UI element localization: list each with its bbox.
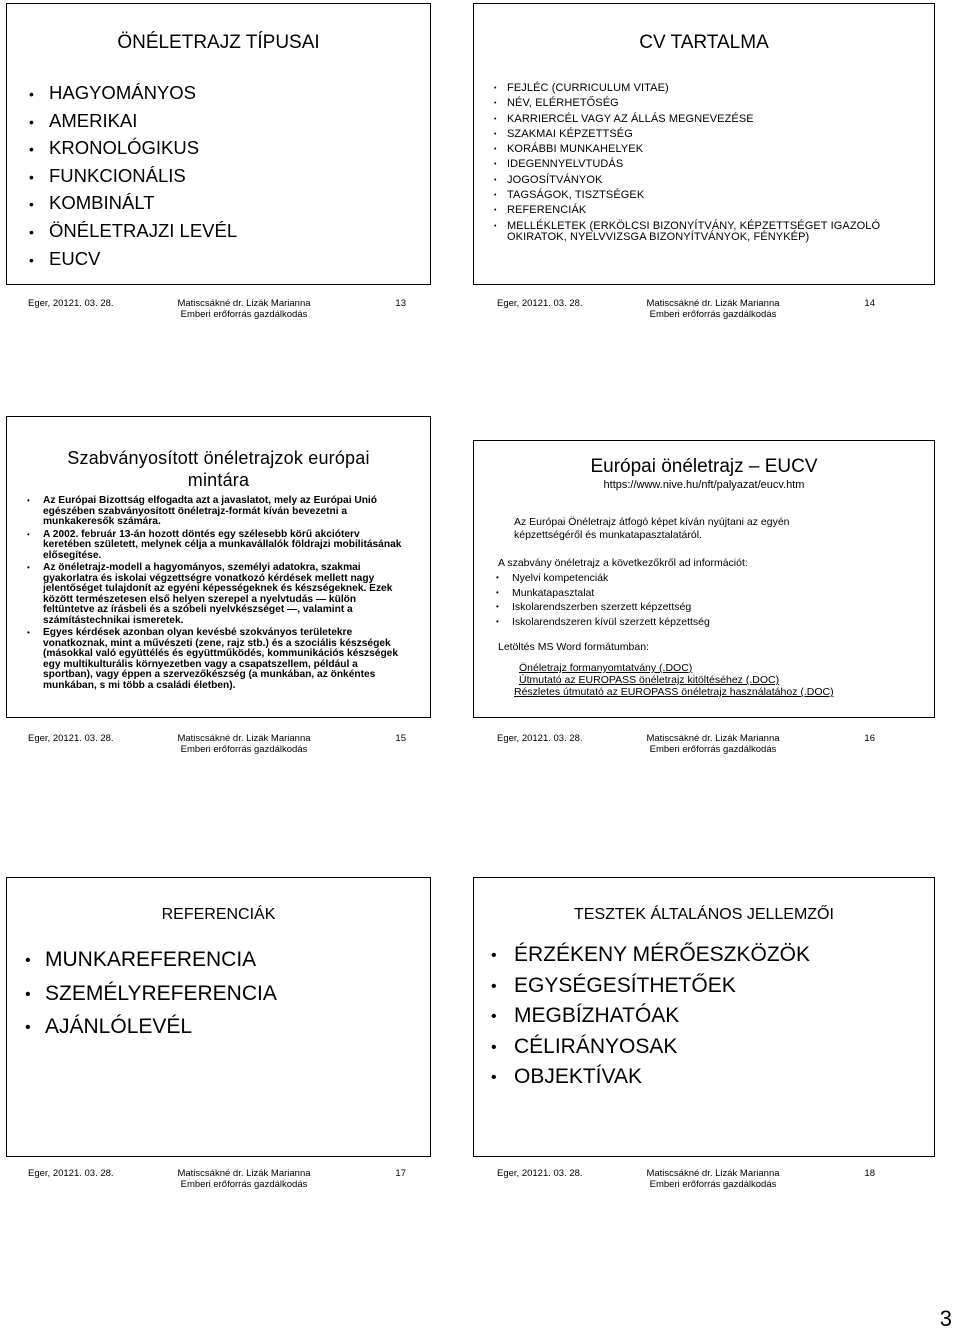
list-item: • ÉRZÉKENY MÉRŐESZKÖZÖK [491,943,810,974]
download-lead-text: Letöltés MS Word formátumban: [498,641,649,653]
slide-14 [473,3,935,285]
list-item: • KARRIERCÉL VAGY AZ ÁLLÁS MEGNEVEZÉSE [494,112,754,125]
footer-date: Eger, 20121. 03. 28. [28,733,114,744]
slide-number: 14 [864,298,875,309]
list-item: • ÖNÉLETRAJZI LEVÉL [29,220,237,248]
slide-title: Európai önéletrajz – EUCV [590,456,818,477]
slide-17 [6,877,431,1157]
bullet-icon: • [29,168,34,185]
footer-subject: Emberi erőforrás gazdálkodás [649,744,777,755]
bullet-icon: • [29,196,34,213]
slide-footer [497,298,877,324]
slide-footer [28,1168,408,1194]
slide-footer [28,298,408,324]
list-item: • KORÁBBI MUNKAHELYEK [494,143,644,156]
slide-bullet-list [29,82,237,275]
bullet-icon: • [494,161,497,169]
footer-subject: Emberi erőforrás gazdálkodás [649,309,777,320]
bullet-icon: • [25,985,31,1003]
list-item: • MEGBÍZHATÓAK [491,1004,810,1035]
list-item: • KOMBINÁLT [29,192,237,220]
list-item: • FUNKCIONÁLIS [29,165,237,193]
list-item: • Iskolarendszeren kívül szerzett képzettség [496,615,710,628]
slide-bullet-list [494,83,894,247]
footer-subject: Emberi erőforrás gazdálkodás [180,309,308,320]
footer-author: Matiscsákné dr. Lizák Marianna [646,298,780,309]
bullet-icon: • [494,207,497,215]
bullet-icon: • [491,1008,497,1025]
download-link-guide[interactable]: Útmutató az EUROPASS önéletrajz kitöltéséhez (.DOC) [519,674,780,686]
slide-16 [473,440,935,718]
slide-bullet-list [25,948,277,1049]
bullet-icon: • [494,146,497,154]
list-item: • Egyes kérdések azonban olyan kevésbé szokványos területekre vonatkoznak, mint a művészeti (zene, rajz stb.) és a szociális készségek (másokkal való együttélés és együttműködés, kommunikációs készségek egy multikulturális környezetben vagy a csapatszellem, például a sportban), vagy éppen a szervezőkészség (a munkában, az önkéntes munkában, s mi több a családi életben). [27,627,399,691]
bullet-icon: • [496,587,499,597]
bullet-icon: • [494,192,497,200]
slide-title: TESZTEK ÁLTALÁNOS JELLEMZŐI [574,906,834,923]
footer-author: Matiscsákné dr. Lizák Marianna [177,733,311,744]
bullet-icon: • [494,100,497,108]
bullet-icon: • [29,251,34,268]
bullet-icon: • [494,115,497,123]
bullet-icon: • [494,222,497,230]
list-item: • NÉV, ELÉRHETŐSÉG [494,97,619,110]
footer-author: Matiscsákné dr. Lizák Marianna [177,298,311,309]
bullet-icon: • [27,563,30,572]
footer-author: Matiscsákné dr. Lizák Marianna [177,1168,311,1179]
list-item: • FEJLÉC (CURRICULUM VITAE) [494,82,669,94]
slide-bullet-list [27,496,405,693]
list-item: • MUNKAREFERENCIA [25,948,277,982]
slide-title: CV TARTALMA [639,32,769,53]
bullet-icon: • [491,947,497,964]
list-item: • Munkatapasztalat [496,586,595,599]
slide-title: Szabványosított önéletrajzok európai mintára [67,448,370,490]
list-item: • AMERIKAI [29,110,237,138]
list-item: • Az önéletrajz-modell a hagyományos, személyi adatokra, szakmai gyakorlatra és iskolai végzettségre vonatkozó kérdések mellett nagy jelentőséget tulajdonít az egyéni képességeknek és készségeknek. Ezek között természetesen első helyen szerepel a nyelvtudás — külön feltüntetve az írásbeli és a szóbeli nyelvkészséget —, valamint a számítástechnikai ismeretek. [27,562,393,626]
slide-number: 15 [395,733,406,744]
list-item: • SZAKMAI KÉPZETTSÉG [494,127,633,140]
slide-bullet-list [496,571,710,629]
bullet-icon: • [494,130,497,138]
slide-bullet-list [491,943,810,1096]
bullet-icon: • [491,1038,497,1056]
bullet-icon: • [496,573,499,582]
list-item: • OBJEKTÍVAK [491,1065,810,1096]
slide-footer [497,733,877,759]
page-number: 3 [939,1306,952,1331]
slide-footer [28,733,408,759]
bullet-icon: • [496,602,499,611]
slide-title: ÖNÉLETRAJZ TÍPUSAI [117,32,320,53]
bullet-icon: • [25,952,31,969]
bullet-icon: • [29,113,34,130]
slide-number: 16 [864,733,875,744]
slide-13 [6,3,431,285]
bullet-icon: • [29,86,34,102]
bullet-icon: • [27,628,30,637]
bullet-icon: • [491,977,497,995]
list-item: • AJÁNLÓLEVÉL [25,1015,277,1049]
slide-title: REFERENCIÁK [161,906,276,923]
footer-subject: Emberi erőforrás gazdálkodás [180,744,308,755]
slide-number: 13 [395,298,406,309]
list-item: • A 2002. február 13-án hozott döntés egy szélesebb körű akcióterv keretében született, melynek célja a munkavállalók földrajzi mobilitásának elősegítése. [27,528,402,561]
list-item: • Nyelvi kompetenciák [496,572,609,584]
list-item: • HAGYOMÁNYOS [29,82,237,110]
footer-subject: Emberi erőforrás gazdálkodás [649,1179,777,1190]
slide-number: 18 [864,1168,875,1179]
footer-author: Matiscsákné dr. Lizák Marianna [646,733,780,744]
footer-date: Eger, 20121. 03. 28. [497,1168,583,1179]
info-lead-text: A szabvány önéletrajz a következőkről ad információt: [498,557,748,569]
list-item: • CÉLIRÁNYOSAK [491,1035,810,1066]
list-item: • SZEMÉLYREFERENCIA [25,982,277,1016]
bullet-icon: • [494,85,497,92]
bullet-icon: • [25,1019,31,1036]
bullet-icon: • [27,529,30,539]
download-link-detailed-guide[interactable]: Részletes útmutató az EUROPASS önéletrajz használatához (.DOC) [514,686,834,698]
footer-date: Eger, 20121. 03. 28. [28,298,114,309]
list-item: • EGYSÉGESÍTHETŐEK [491,974,810,1005]
download-link-form[interactable]: Önéletrajz formanyomtatvány (.DOC) [519,662,693,674]
slide-number: 17 [395,1168,406,1179]
list-item: • JOGOSÍTVÁNYOK [494,173,603,186]
bullet-icon: • [491,1069,497,1086]
list-item: • Az Európai Bizottság elfogadta azt a javaslatot, mely az Európai Unió egészében szabványosított önéletrajz-formát kíván bevezetni a munkakeresők számára. [27,495,377,527]
bullet-icon: • [27,496,30,505]
intro-text: Az Európai Önéletrajz átfogó képet kíván nyújtani az egyén képzettségéről és munkatapasztalatáról. [514,516,790,541]
list-item: • IDEGENNYELVTUDÁS [494,158,624,171]
slide-18 [473,877,935,1157]
bullet-icon: • [29,223,34,240]
bullet-icon: • [496,616,499,626]
list-item: • KRONOLÓGIKUS [29,137,237,165]
bullet-icon: • [494,176,497,184]
list-item: • MELLÉKLETEK (ERKÖLCSI BIZONYÍTVÁNY, KÉPZETTSÉGET IGAZOLÓ OKIRATOK, NYELVVIZSGA BIZONYÍTVÁNYOK, FÉNYKÉP) [494,219,881,244]
footer-subject: Emberi erőforrás gazdálkodás [180,1179,308,1190]
slide-footer [497,1168,877,1194]
footer-date: Eger, 20121. 03. 28. [28,1168,114,1179]
eucv-url-link[interactable]: https://www.nive.hu/nft/palyazat/eucv.htm [603,479,805,491]
bullet-icon: • [29,141,34,158]
footer-date: Eger, 20121. 03. 28. [497,733,583,744]
list-item: • EUCV [29,248,237,276]
list-item: • TAGSÁGOK, TISZTSÉGEK [494,189,645,202]
footer-author: Matiscsákné dr. Lizák Marianna [646,1168,780,1179]
list-item: • Iskolarendszerben szerzett képzettség [496,601,692,613]
footer-date: Eger, 20121. 03. 28. [497,298,583,309]
list-item: • REFERENCIÁK [494,204,587,217]
